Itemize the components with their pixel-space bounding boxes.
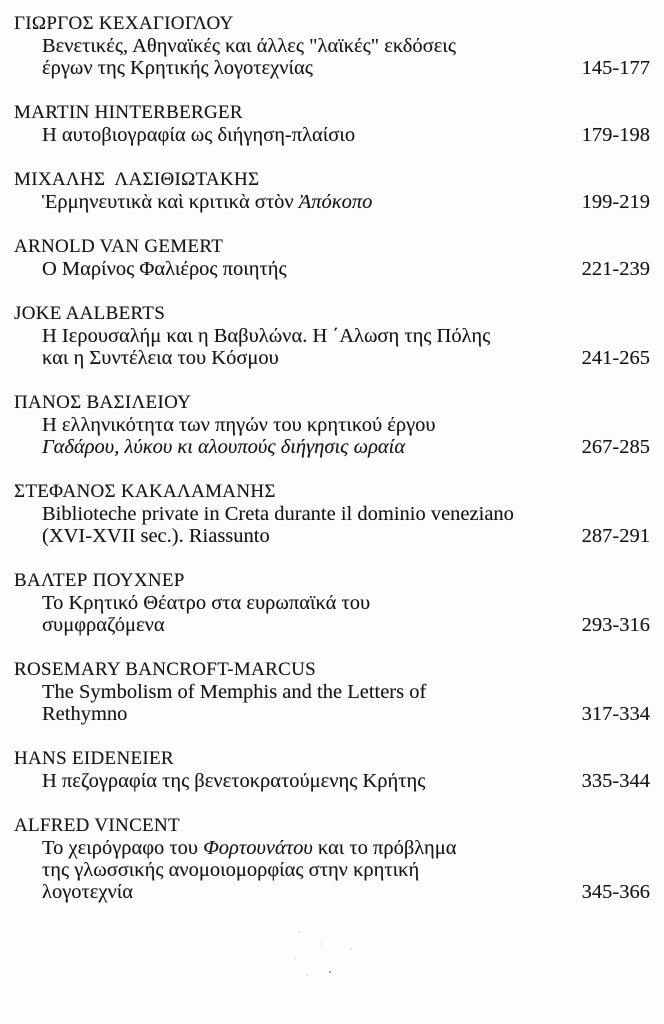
toc-entry-title xyxy=(14,414,436,458)
toc-entry-author: ΠΑΝΟΣ ΒΑΣΙΛΕΙΟΥ xyxy=(14,392,192,413)
toc-title-line: και η Συντέλεια του Κόσμου xyxy=(42,347,279,369)
toc-title-line: (XVI-XVII sec.). Riassunto xyxy=(42,525,270,547)
toc-entry xyxy=(14,748,650,792)
toc-entry-page-range: 267-285 xyxy=(581,436,650,458)
scan-noise-speck xyxy=(294,957,296,959)
scan-noise-speck xyxy=(350,948,352,950)
scan-noise-speck xyxy=(320,943,322,945)
toc-title-line: Ο Μαρίνος Φαλιέρος ποιητής xyxy=(42,258,287,280)
toc-title-line: λογοτεχνία xyxy=(42,881,133,903)
toc-title-line: The Symbolism of Memphis and the Letters of xyxy=(42,681,427,703)
toc-list xyxy=(14,13,650,903)
toc-title-line: Η αυτοβιογραφία ως διήγηση-πλαίσιο xyxy=(42,124,356,146)
toc-entry-page-range: 179-198 xyxy=(581,124,650,146)
toc-entry-title xyxy=(14,681,426,725)
toc-title-line: Η ελληνικότητα των πηγών του κρητικού έργου xyxy=(42,414,436,436)
toc-entry-row xyxy=(14,124,650,146)
toc-entry xyxy=(14,303,650,369)
toc-title-line: συμφραζόμενα xyxy=(42,614,165,636)
toc-entry-author: ΓΙΩΡΓΟΣ ΚΕΧΑΓΙΟΓΛΟΥ xyxy=(14,13,234,34)
toc-entry-title xyxy=(14,325,490,369)
toc-entry-page-range: 317-334 xyxy=(581,703,650,725)
scan-noise-speck xyxy=(306,974,308,976)
toc-entry xyxy=(14,13,650,79)
toc-entry xyxy=(14,169,650,213)
toc-entry-title xyxy=(14,258,287,280)
toc-entry-title xyxy=(14,124,355,146)
toc-entry-row xyxy=(14,770,650,792)
toc-entry-row xyxy=(14,681,650,725)
toc-entry-title xyxy=(14,592,370,636)
toc-entry-row xyxy=(14,325,650,369)
toc-entry-title xyxy=(14,191,372,213)
toc-entry-row xyxy=(14,258,650,280)
toc-title-line: Το Κρητικό Θέατρο στα ευρωπαϊκά του xyxy=(42,592,371,614)
toc-entry-author: MARTIN HINTERBERGER xyxy=(14,102,243,123)
toc-entry-author: HANS EIDENEIER xyxy=(14,748,174,769)
toc-title-line: Το χειρόγραφο του Φορτουνάτου και το πρόβλημα xyxy=(42,837,457,859)
toc-entry-row xyxy=(14,35,650,79)
toc-entry-title xyxy=(14,503,514,547)
toc-entry-page-range: 199-219 xyxy=(581,191,650,213)
toc-title-line: Βενετικές, Αθηναϊκές και άλλες "λαϊκές" εκδόσεις xyxy=(42,35,456,57)
toc-entry-row xyxy=(14,414,650,458)
toc-title-line: Rethymno xyxy=(42,703,128,725)
toc-entry-title xyxy=(14,35,456,79)
toc-title-line: Η Ιερουσαλήμ και η Βαβυλώνα. Η ΄Αλωση της Πόλης xyxy=(42,325,491,347)
toc-entry-row xyxy=(14,837,650,903)
toc-title-line: της γλωσσικής ανομοιομορφίας στην κρητική xyxy=(42,859,420,881)
toc-title-line: Ἑρμηνευτικὰ καὶ κριτικὰ στὸν Ἀπόκοπο xyxy=(42,191,373,213)
toc-entry-row xyxy=(14,191,650,213)
toc-title-line: Η πεζογραφία της βενετοκρατούμενης Κρήτης xyxy=(42,770,426,792)
toc-entry xyxy=(14,102,650,146)
toc-entry-page-range: 293-316 xyxy=(581,614,650,636)
toc-entry-author: ΜΙΧΑΛΗΣ ΛΑΣΙΘΙΩΤΑΚΗΣ xyxy=(14,169,260,190)
toc-entry xyxy=(14,659,650,725)
toc-entry-title xyxy=(14,770,425,792)
toc-entry-author: ΣΤΕΦΑΝΟΣ ΚΑΚΑΛΑΜΑΝΗΣ xyxy=(14,481,276,502)
toc-entry xyxy=(14,392,650,458)
toc-title-line: Γαδάρου, λύκου κι αλουπούς διήγησις ωραία xyxy=(42,436,406,458)
toc-entry-page-range: 335-344 xyxy=(581,770,650,792)
toc-entry xyxy=(14,481,650,547)
toc-entry-row xyxy=(14,503,650,547)
scan-noise-speck xyxy=(329,971,331,973)
toc-entry-page-range: 345-366 xyxy=(581,881,650,903)
toc-entry-page-range: 241-265 xyxy=(581,347,650,369)
toc-entry xyxy=(14,815,650,903)
toc-entry-page-range: 287-291 xyxy=(581,525,650,547)
toc-entry-author: JOKE AALBERTS xyxy=(14,303,166,324)
toc-entry xyxy=(14,236,650,280)
toc-entry-author: ARNOLD VAN GEMERT xyxy=(14,236,224,257)
toc-entry xyxy=(14,570,650,636)
toc-title-line: Biblioteche private in Creta durante il dominio veneziano xyxy=(42,503,514,525)
toc-entry-page-range: 221-239 xyxy=(581,258,650,280)
scan-noise-speck xyxy=(298,931,300,933)
toc-entry-author: ROSEMARY BANCROFT-MARCUS xyxy=(14,659,316,680)
toc-entry-author: ALFRED VINCENT xyxy=(14,815,180,836)
toc-entry-page-range: 145-177 xyxy=(581,57,650,79)
toc-entry-row xyxy=(14,592,650,636)
toc-entry-author: ΒΑΛΤΕΡ ΠΟΥΧΝΕΡ xyxy=(14,570,185,591)
toc-entry-title xyxy=(14,837,456,903)
toc-title-line: έργων της Κρητικής λογοτεχνίας xyxy=(42,57,313,79)
